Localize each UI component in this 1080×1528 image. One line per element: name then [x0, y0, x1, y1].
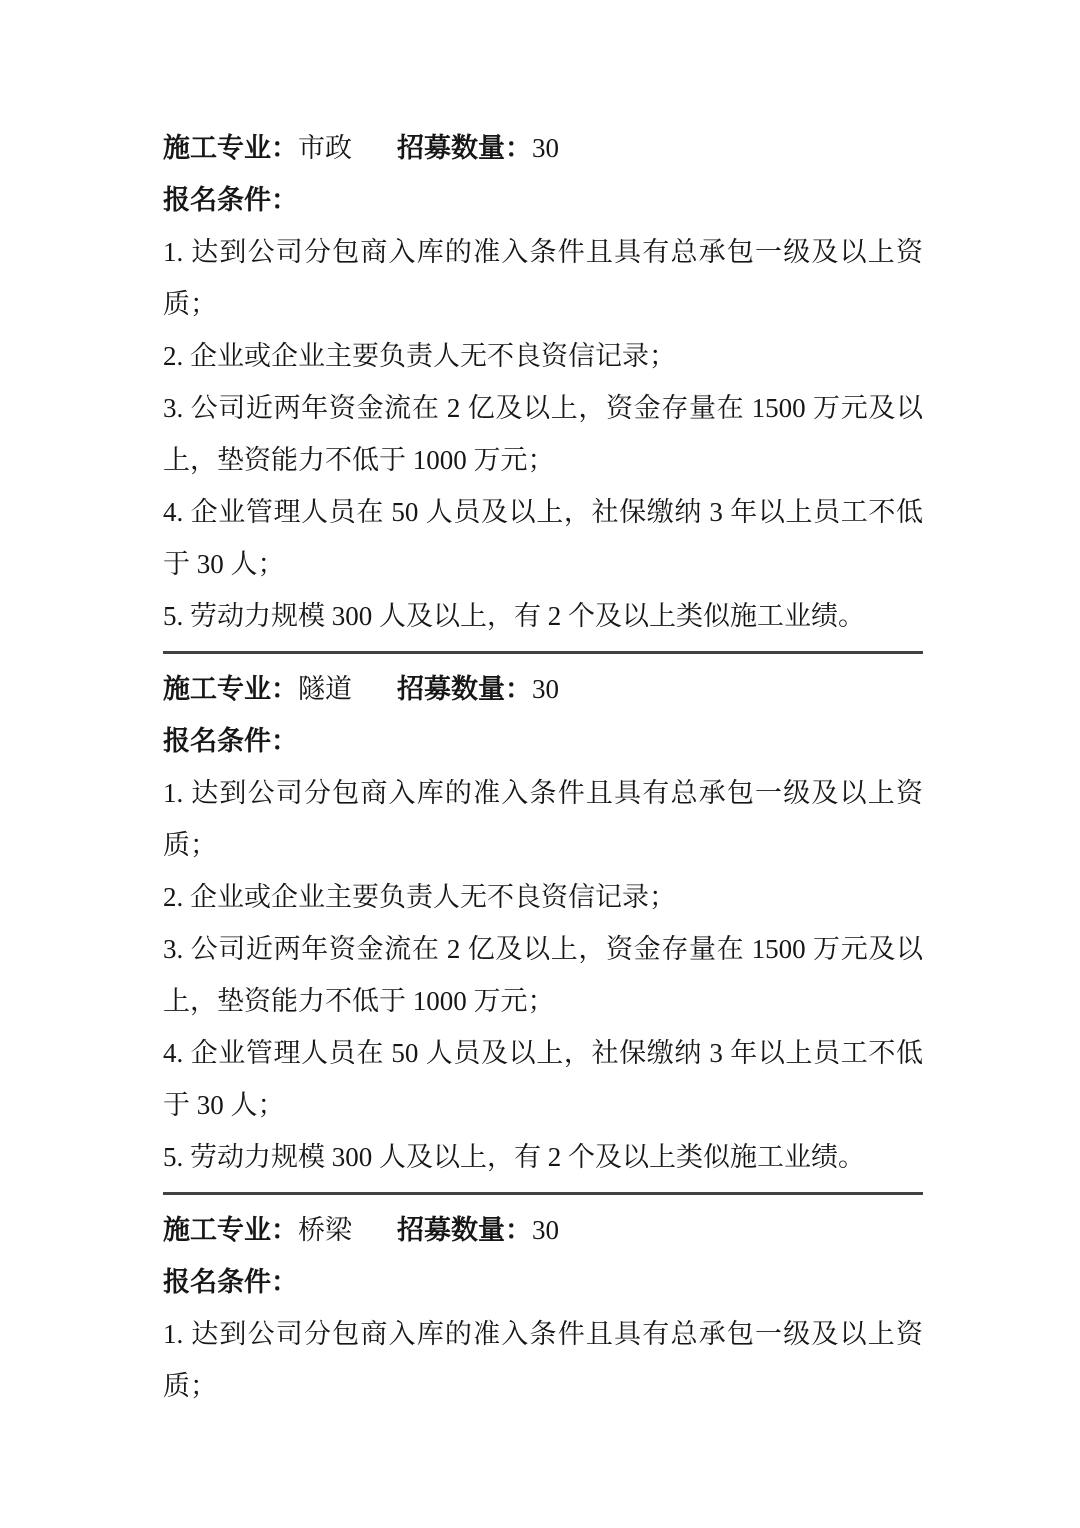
- condition-item: 2. 企业或企业主要负责人无不良资信记录；: [163, 341, 676, 371]
- section-header: [163, 663, 923, 715]
- conditions-list: [163, 1308, 923, 1412]
- specialty-label: 施工专业：: [163, 674, 298, 704]
- conditions-list: [163, 226, 923, 642]
- recruitment-section-bridge: [163, 1204, 923, 1412]
- condition-item: 1. 达到公司分包商入库的准入条件且具有总承包一级及以上资质；: [163, 1319, 923, 1401]
- specialty-label: 施工专业：: [163, 133, 298, 163]
- specialty-label: 施工专业：: [163, 1215, 298, 1245]
- condition-item: 5. 劳动力规模 300 人及以上，有 2 个及以上类似施工业绩。: [163, 1142, 865, 1172]
- conditions-list: [163, 767, 923, 1183]
- quantity-value: 30: [532, 1215, 559, 1245]
- condition-item: 4. 企业管理人员在 50 人员及以上，社保缴纳 3 年以上员工不低于 30 人；: [163, 497, 923, 579]
- quantity-label: 招募数量：: [397, 1215, 532, 1245]
- specialty-value: 隧道: [298, 674, 352, 704]
- conditions-label: 报名条件：: [163, 726, 298, 756]
- quantity-value: 30: [532, 674, 559, 704]
- condition-item: 1. 达到公司分包商入库的准入条件且具有总承包一级及以上资质；: [163, 237, 923, 319]
- quantity-label: 招募数量：: [397, 133, 532, 163]
- section-divider: [163, 1192, 923, 1195]
- section-header: [163, 122, 923, 174]
- condition-item: 3. 公司近两年资金流在 2 亿及以上，资金存量在 1500 万元及以上，垫资能力不低于 1000 万元；: [163, 393, 923, 475]
- section-divider: [163, 651, 923, 654]
- quantity-value: 30: [532, 133, 559, 163]
- condition-item: 2. 企业或企业主要负责人无不良资信记录；: [163, 882, 676, 912]
- condition-item: 4. 企业管理人员在 50 人员及以上，社保缴纳 3 年以上员工不低于 30 人；: [163, 1038, 923, 1120]
- conditions-label: 报名条件：: [163, 185, 298, 215]
- recruitment-section-tunnel: [163, 663, 923, 1183]
- condition-item: 5. 劳动力规模 300 人及以上，有 2 个及以上类似施工业绩。: [163, 601, 865, 631]
- condition-item: 3. 公司近两年资金流在 2 亿及以上，资金存量在 1500 万元及以上，垫资能力不低于 1000 万元；: [163, 934, 923, 1016]
- section-header: [163, 1204, 923, 1256]
- conditions-label: 报名条件：: [163, 1267, 298, 1297]
- specialty-value: 桥梁: [298, 1215, 352, 1245]
- recruitment-section-municipal: [163, 122, 923, 642]
- condition-item: 1. 达到公司分包商入库的准入条件且具有总承包一级及以上资质；: [163, 778, 923, 860]
- quantity-label: 招募数量：: [397, 674, 532, 704]
- specialty-value: 市政: [298, 133, 352, 163]
